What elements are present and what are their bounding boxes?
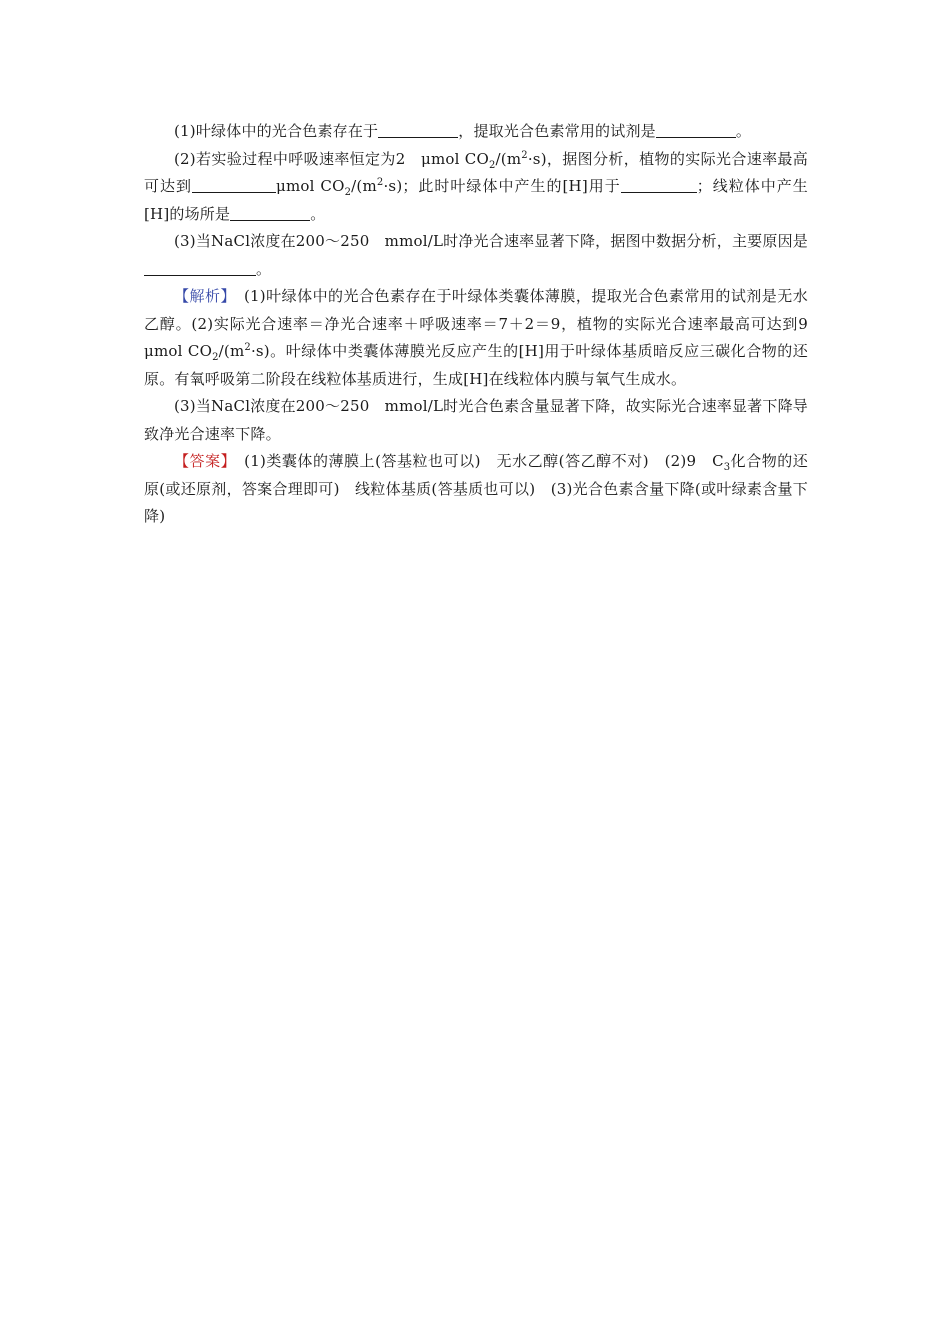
answer-blank — [192, 176, 276, 193]
question-2 — [144, 146, 808, 229]
superscript: 2 — [244, 342, 251, 353]
analysis-text-2: (3)当NaCl浓度在200～250 mmol/L时光合色素含量显著下降，故实际光合速率显著下降导致净光合速率下降。 — [144, 397, 808, 443]
question-1 — [144, 118, 808, 146]
answer-blank — [230, 204, 310, 221]
document-page — [144, 118, 824, 531]
question-2-text-a: (2)若实验过程中呼吸速率恒定为2 μmol CO — [174, 149, 489, 168]
subscript: 2 — [344, 187, 352, 198]
analysis-paragraph-1 — [144, 283, 824, 393]
question-2-text-c: ·s)，据图分析，植物的实际光合速率最高可达到 — [144, 149, 808, 195]
analysis-text-a: (1)叶绿体中的光合色素存在于叶绿体类囊体薄膜，提取光合色素常用的试剂是无水乙醇。(2)实际光合速率＝净光合速率＋呼吸速率＝7＋2＝9，植物的实际光合速率最高可达到9 μmol CO — [144, 287, 824, 360]
question-2-text-d: μmol CO — [276, 177, 345, 195]
question-2-text-h: 。 — [310, 204, 326, 223]
question-1-text-c: 。 — [735, 122, 752, 140]
question-2-text-g: ；线粒体中产生[H]的场所是 — [144, 177, 808, 223]
question-3-text-a: (3)当NaCl浓度在200～250 mmol/L时净光合速率显著下降，据图中数据分析，主要原因是 — [174, 232, 808, 250]
analysis-text-c: ·s)。叶绿体中类囊体薄膜光反应产生的[H]用于叶绿体基质暗反应三碳化合物的还原。有氧呼吸第二阶段在线粒体基质进行，生成[H]在线粒体内膜与氧气生成水。 — [144, 342, 808, 388]
question-2-text-e: /(m — [351, 177, 377, 195]
subscript: 3 — [723, 462, 731, 473]
question-1-text-b: ，提取光合色素常用的试剂是 — [458, 122, 656, 140]
question-3 — [144, 228, 808, 283]
answer-tag: 【答案】 — [174, 452, 229, 470]
analysis-paragraph-2 — [144, 393, 808, 448]
superscript: 2 — [376, 177, 384, 188]
question-2-text-f: ·s)；此时叶绿体中产生的[H]用于 — [383, 177, 621, 195]
answer-blank — [378, 121, 458, 138]
analysis-tag: 【解析】 — [174, 287, 229, 305]
analysis-text-b: /(m — [218, 342, 245, 360]
answer-blank — [621, 176, 697, 193]
subscript: 2 — [212, 352, 219, 363]
answer-paragraph — [144, 448, 808, 531]
answer-text-b: 化合物的还原(或还原剂，答案合理即可) 线粒体基质(答基质也可以) (3)光合色素含量下降(或叶绿素含量下降) — [144, 452, 808, 525]
question-3-text-b: 。 — [256, 259, 272, 278]
answer-blank — [656, 121, 736, 138]
answer-text-a: (1)类囊体的薄膜上(答基粒也可以) 无水乙醇(答乙醇不对) (2)9 C — [228, 452, 724, 470]
question-2-text-b: /(m — [495, 149, 522, 168]
subscript: 2 — [488, 159, 496, 171]
answer-blank — [144, 259, 256, 276]
superscript: 2 — [521, 149, 528, 161]
question-1-text-a: (1)叶绿体中的光合色素存在于 — [174, 122, 379, 140]
